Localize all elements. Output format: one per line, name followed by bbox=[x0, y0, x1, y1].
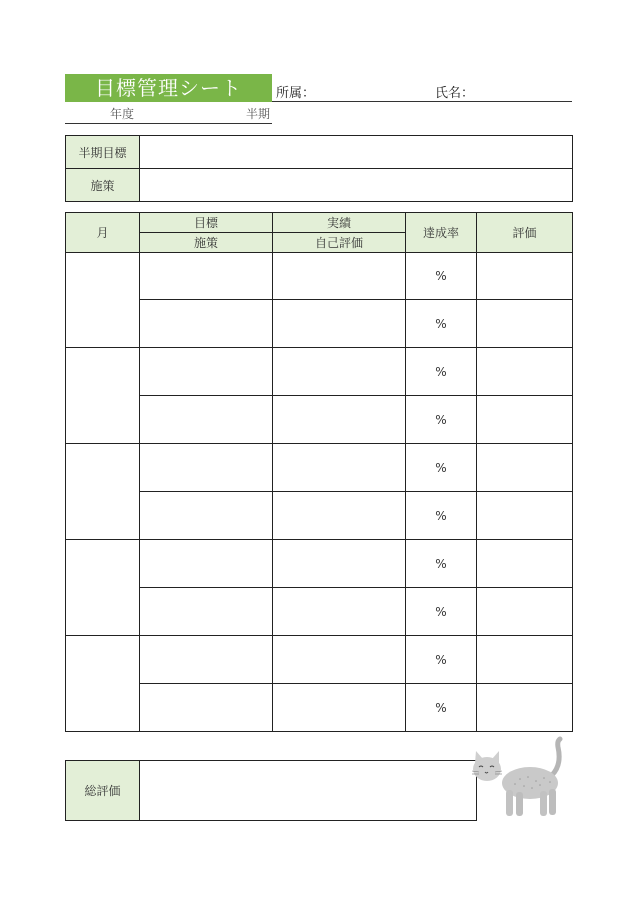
result-cell[interactable] bbox=[273, 540, 406, 588]
measure-cell[interactable] bbox=[140, 684, 273, 732]
month-cell[interactable] bbox=[66, 348, 140, 444]
result-cell[interactable] bbox=[273, 253, 406, 300]
evaluation-cell[interactable] bbox=[477, 492, 573, 540]
evaluation-cell[interactable] bbox=[477, 588, 573, 636]
goal-header: 目標 bbox=[140, 213, 273, 233]
month-header: 月 bbox=[66, 213, 140, 253]
half-goal-label: 半期目標 bbox=[66, 136, 140, 169]
self-eval-cell[interactable] bbox=[273, 300, 406, 348]
overall-table bbox=[65, 760, 477, 821]
evaluation-cell[interactable] bbox=[477, 396, 573, 444]
self-eval-header: 自己評価 bbox=[273, 233, 406, 253]
achievement-cell[interactable]: % bbox=[406, 253, 477, 300]
measure-header: 施策 bbox=[140, 233, 273, 253]
goal-cell[interactable] bbox=[140, 540, 273, 588]
month-cell[interactable] bbox=[66, 253, 140, 348]
achievement-cell[interactable]: % bbox=[406, 588, 477, 636]
overall-field[interactable] bbox=[140, 761, 477, 821]
achievement-header: 達成率 bbox=[406, 213, 477, 253]
measures-field[interactable] bbox=[140, 169, 573, 202]
month-cell[interactable] bbox=[66, 444, 140, 540]
evaluation-header: 評価 bbox=[477, 213, 573, 253]
result-cell[interactable] bbox=[273, 348, 406, 396]
achievement-cell[interactable]: % bbox=[406, 540, 477, 588]
measure-cell[interactable] bbox=[140, 492, 273, 540]
goal-cell[interactable] bbox=[140, 636, 273, 684]
result-header: 実績 bbox=[273, 213, 406, 233]
evaluation-cell[interactable] bbox=[477, 540, 573, 588]
achievement-cell[interactable]: % bbox=[406, 300, 477, 348]
cat-illustration bbox=[470, 735, 570, 825]
measures-label: 施策 bbox=[66, 169, 140, 202]
year-underline bbox=[65, 123, 272, 124]
header-underline bbox=[272, 101, 572, 102]
month-cell[interactable] bbox=[66, 636, 140, 732]
achievement-cell[interactable]: % bbox=[406, 684, 477, 732]
result-cell[interactable] bbox=[273, 636, 406, 684]
monthly-table bbox=[65, 212, 573, 732]
evaluation-cell[interactable] bbox=[477, 636, 573, 684]
measure-cell[interactable] bbox=[140, 300, 273, 348]
achievement-cell[interactable]: % bbox=[406, 444, 477, 492]
half-label: 半期 bbox=[246, 107, 271, 121]
evaluation-cell[interactable] bbox=[477, 684, 573, 732]
achievement-cell[interactable]: % bbox=[406, 492, 477, 540]
self-eval-cell[interactable] bbox=[273, 492, 406, 540]
half-goal-field[interactable] bbox=[140, 136, 573, 169]
evaluation-cell[interactable] bbox=[477, 444, 573, 492]
measure-cell[interactable] bbox=[140, 588, 273, 636]
goal-cell[interactable] bbox=[140, 444, 273, 492]
evaluation-cell[interactable] bbox=[477, 300, 573, 348]
month-cell[interactable] bbox=[66, 540, 140, 636]
affiliation-label: 所属： bbox=[276, 86, 316, 101]
self-eval-cell[interactable] bbox=[273, 684, 406, 732]
overall-label: 総評価 bbox=[66, 761, 140, 821]
measure-cell[interactable] bbox=[140, 396, 273, 444]
self-eval-cell[interactable] bbox=[273, 588, 406, 636]
evaluation-cell[interactable] bbox=[477, 253, 573, 300]
year-label: 年度 bbox=[110, 107, 135, 121]
page-title: 目標管理シート bbox=[65, 74, 272, 102]
self-eval-cell[interactable] bbox=[273, 396, 406, 444]
goal-cell[interactable] bbox=[140, 253, 273, 300]
achievement-cell[interactable]: % bbox=[406, 348, 477, 396]
goals-table bbox=[65, 135, 573, 202]
goal-cell[interactable] bbox=[140, 348, 273, 396]
evaluation-cell[interactable] bbox=[477, 348, 573, 396]
achievement-cell[interactable]: % bbox=[406, 636, 477, 684]
result-cell[interactable] bbox=[273, 444, 406, 492]
achievement-cell[interactable]: % bbox=[406, 396, 477, 444]
name-label: 氏名： bbox=[435, 86, 475, 101]
